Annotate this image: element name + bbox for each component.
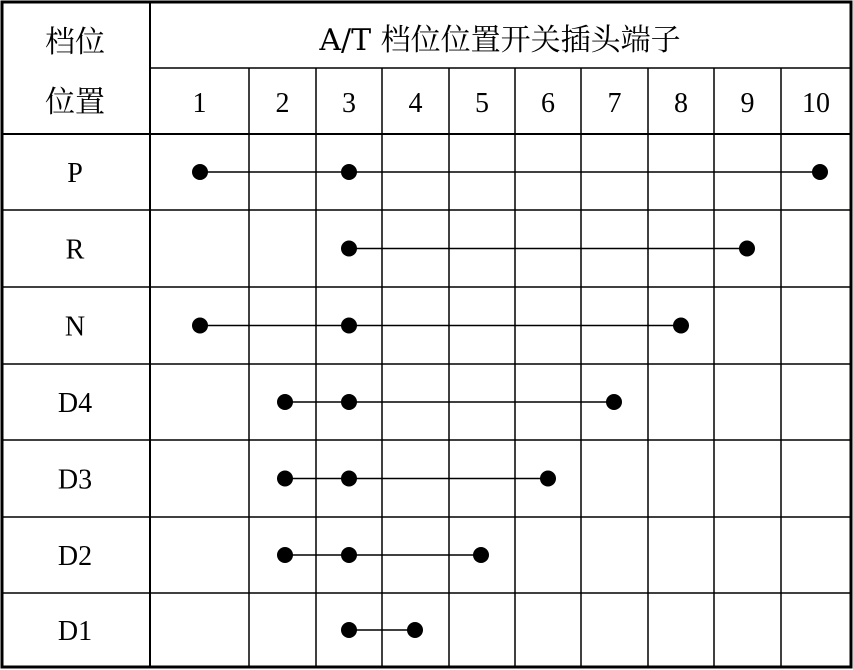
terminal-dot-n-3: [341, 318, 357, 334]
terminal-dot-d4-3: [341, 394, 357, 410]
gear-label-d3: D3: [57, 464, 93, 496]
corner-label-line1: 档位: [45, 25, 105, 60]
terminal-dot-p-1: [192, 164, 208, 180]
terminal-number-7: 7: [607, 88, 622, 119]
terminal-number-4: 4: [408, 88, 423, 119]
terminal-dot-d3-2: [277, 471, 293, 487]
corner-label-line2: 位置: [45, 85, 105, 120]
terminal-number-2: 2: [275, 88, 290, 119]
gear-label-r: R: [65, 234, 85, 266]
terminal-dot-d1-3: [341, 622, 357, 638]
terminal-dot-p-10: [812, 164, 828, 180]
table-title: A/T 档位位置开关插头端子: [319, 23, 681, 58]
table-grid: [2, 2, 851, 667]
terminal-dot-d1-4: [407, 622, 423, 638]
terminal-dot-d2-3: [341, 547, 357, 563]
terminal-number-5: 5: [475, 88, 489, 119]
terminal-dot-r-9: [739, 241, 755, 257]
gear-label-p: P: [67, 158, 83, 189]
terminal-dot-p-3: [341, 164, 357, 180]
terminal-dot-d2-5: [473, 547, 489, 563]
gear-position-column: [58, 158, 92, 647]
gear-label-n: N: [64, 311, 86, 343]
terminal-number-1: 1: [192, 88, 207, 119]
terminal-number-6: 6: [541, 88, 555, 119]
terminal-dot-d2-2: [277, 547, 293, 563]
terminal-dot-d3-3: [341, 471, 357, 487]
gear-label-d2: D2: [57, 541, 93, 572]
terminal-dot-r-3: [341, 241, 357, 257]
terminal-dot-n-8: [673, 318, 689, 334]
terminal-number-9: 9: [740, 88, 755, 119]
terminal-number-row: [193, 88, 831, 119]
terminal-dot-d3-6: [540, 471, 556, 487]
terminal-number-3: 3: [342, 88, 356, 119]
table-border: [2, 2, 851, 667]
terminal-dot-d4-7: [606, 394, 622, 410]
terminal-number-8: 8: [674, 88, 688, 119]
gear-label-d1: D1: [57, 616, 93, 647]
connection-lines: [200, 172, 820, 630]
terminal-number-10: 10: [802, 88, 830, 119]
terminal-dot-d4-2: [277, 394, 293, 410]
terminal-dots: [192, 164, 828, 638]
gear-label-d4: D4: [57, 388, 93, 419]
terminal-dot-n-1: [192, 318, 208, 334]
